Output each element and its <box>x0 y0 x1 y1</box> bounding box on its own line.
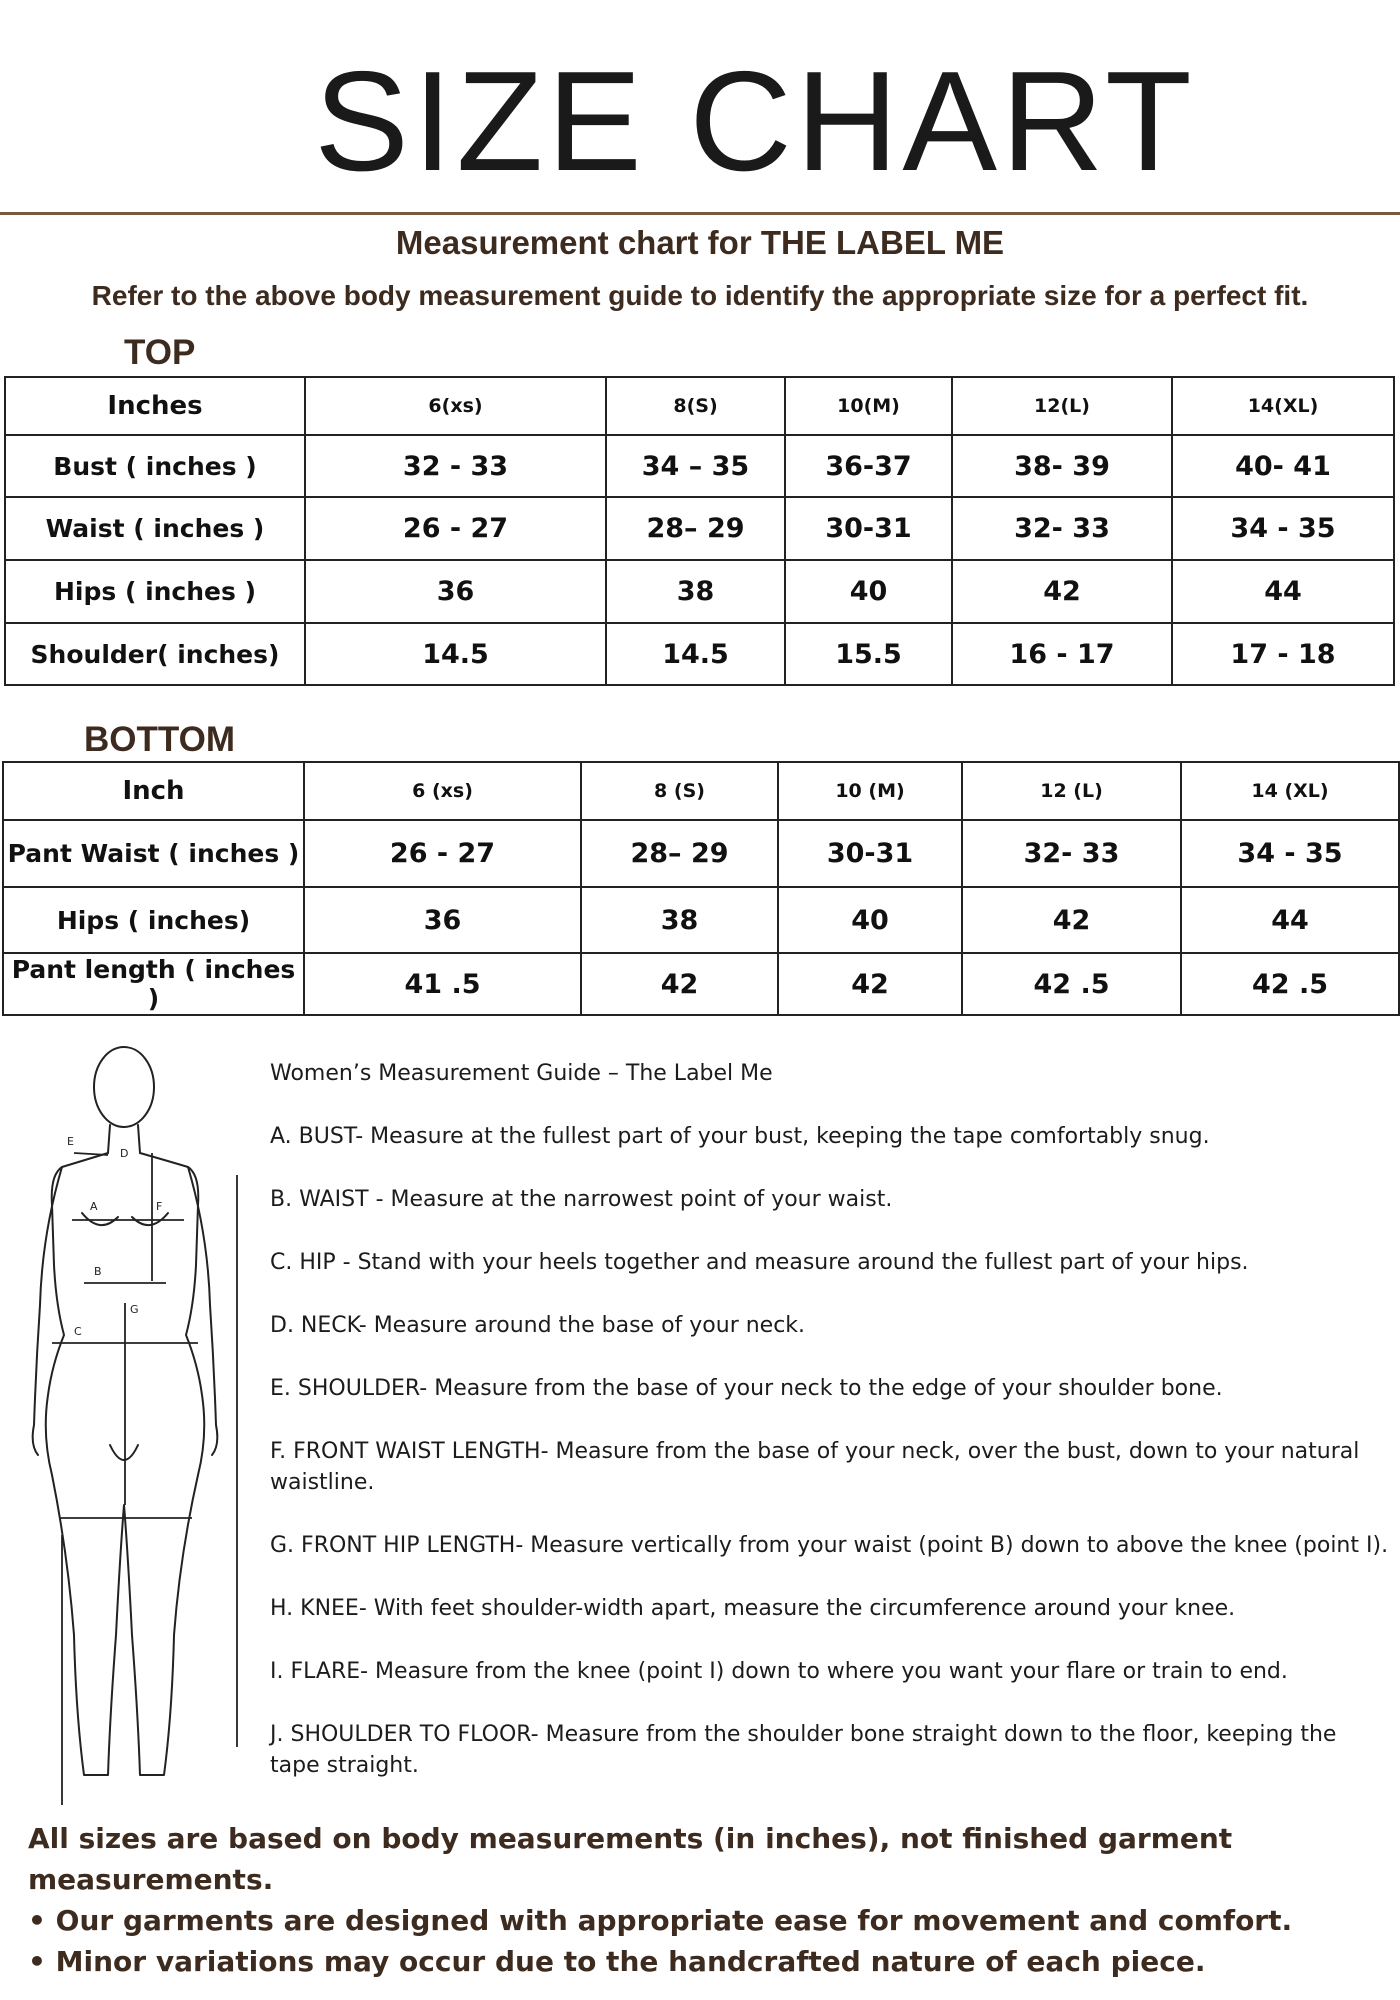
guide-item-bust: A. BUST- Measure at the fullest part of your bust, keeping the tape comfortably snug. <box>270 1124 1210 1149</box>
chart-subtitle: Measurement chart for THE LABEL ME <box>395 224 1005 261</box>
row-label: Shoulder( inches) <box>5 623 305 685</box>
figure-right-arm <box>188 1167 217 1455</box>
table-cell: 28– 29 <box>581 820 778 887</box>
size-header: 12(L) <box>952 377 1172 435</box>
figure-left-arm <box>33 1167 62 1455</box>
table-cell: 17 - 18 <box>1172 623 1394 685</box>
table-cell: 40 <box>785 560 952 623</box>
size-header: 10(M) <box>785 377 952 435</box>
table-cell: 38 <box>606 560 785 623</box>
table-row <box>3 820 1399 887</box>
shoulder-measure-line <box>74 1153 108 1155</box>
table-cell: 32- 33 <box>952 497 1172 560</box>
table-row <box>3 953 1399 1015</box>
table-cell: 38 <box>581 887 778 953</box>
top-size-table <box>4 376 1395 686</box>
table-row <box>5 623 1394 685</box>
table-cell: 28– 29 <box>606 497 785 560</box>
guide-item-front-hip-length: G. FRONT HIP LENGTH- Measure vertically from your waist (point B) down to above the knee (point I). <box>270 1533 1389 1558</box>
body-measurement-figure <box>12 1035 252 1815</box>
figure-crotch <box>110 1445 138 1460</box>
refer-instruction: Refer to the above body measurement guide to identify the appropriate size for a perfect fit. <box>91 280 1309 311</box>
table-cell: 38- 39 <box>952 435 1172 497</box>
guide-item-flare: I. FLARE- Measure from the knee (point I) down to where you want your flare or train to end. <box>270 1659 1288 1684</box>
size-header: 10 (M) <box>778 762 962 820</box>
row-label: Hips ( inches) <box>3 887 304 953</box>
size-header: 6 (xs) <box>304 762 581 820</box>
table-cell: 40- 41 <box>1172 435 1394 497</box>
guide-item-waist: B. WAIST - Measure at the narrowest point of your waist. <box>270 1187 893 1212</box>
table-cell: 26 - 27 <box>304 820 581 887</box>
table-row <box>5 435 1394 497</box>
figure-label-f: F <box>156 1200 163 1213</box>
table-cell: 44 <box>1172 560 1394 623</box>
figure-head <box>94 1047 154 1127</box>
guide-item-hip: C. HIP - Stand with your heels together and measure around the fullest part of your hips. <box>270 1250 1249 1275</box>
row-label: Hips ( inches ) <box>5 560 305 623</box>
title-divider <box>0 212 1400 215</box>
size-header: 8 (S) <box>581 762 778 820</box>
note-line: All sizes are based on body measurements (in inches), not finished garment measurements. <box>28 1822 1233 1896</box>
table-cell: 34 - 35 <box>1172 497 1394 560</box>
guide-item-shoulder: E. SHOULDER- Measure from the base of your neck to the edge of your shoulder bone. <box>270 1376 1223 1401</box>
figure-label-e: E <box>67 1135 74 1148</box>
table-cell: 42 .5 <box>1181 953 1399 1015</box>
table-cell: 32 - 33 <box>305 435 606 497</box>
page-title: SIZE CHART <box>314 42 1196 201</box>
size-header: 14 (XL) <box>1181 762 1399 820</box>
figure-label-c: C <box>74 1325 82 1338</box>
figure-label-d: D <box>120 1147 129 1160</box>
row-label: Pant length ( inches ) <box>3 953 304 1015</box>
table-cell: 15.5 <box>785 623 952 685</box>
top-table-header-row <box>5 377 1394 435</box>
guide-item-neck: D. NECK- Measure around the base of your neck. <box>270 1313 806 1338</box>
table-cell: 34 – 35 <box>606 435 785 497</box>
table-cell: 32- 33 <box>962 820 1181 887</box>
bottom-section-title: BOTTOM <box>84 720 236 759</box>
note-line: • Minor variations may occur due to the handcrafted nature of each piece. <box>28 1945 1206 1978</box>
footer-notes <box>28 1818 1388 1982</box>
row-label: Pant Waist ( inches ) <box>3 820 304 887</box>
row-label: Bust ( inches ) <box>5 435 305 497</box>
size-header: 12 (L) <box>962 762 1181 820</box>
figure-legs <box>52 1475 198 1775</box>
measurement-guide <box>270 1058 1390 1813</box>
table-cell: 42 <box>778 953 962 1015</box>
figure-label-g: G <box>130 1303 139 1316</box>
figure-label-b: B <box>94 1265 102 1278</box>
size-header: 14(XL) <box>1172 377 1394 435</box>
table-cell: 36-37 <box>785 435 952 497</box>
figure-bust <box>82 1213 168 1225</box>
table-cell: 42 <box>952 560 1172 623</box>
size-header: 6(xs) <box>305 377 606 435</box>
table-cell: 42 <box>581 953 778 1015</box>
table-cell: 36 <box>305 560 606 623</box>
guide-item-shoulder-to-floor: J. SHOULDER TO FLOOR- Measure from the shoulder bone straight down to the floor, keeping the tape straight. <box>270 1722 1337 1778</box>
table-cell: 36 <box>304 887 581 953</box>
size-header: 8(S) <box>606 377 785 435</box>
table-cell: 30-31 <box>785 497 952 560</box>
table-cell: 44 <box>1181 887 1399 953</box>
table-cell: 42 <box>962 887 1181 953</box>
table-row <box>5 560 1394 623</box>
note-line: • Our garments are designed with appropriate ease for movement and comfort. <box>28 1904 1293 1937</box>
table-cell: 41 .5 <box>304 953 581 1015</box>
row-label: Waist ( inches ) <box>5 497 305 560</box>
guide-item-knee: H. KNEE- With feet shoulder-width apart, measure the circumference around your knee. <box>270 1596 1236 1621</box>
bottom-table-header-row <box>3 762 1399 820</box>
table-cell: 40 <box>778 887 962 953</box>
guide-title: Women’s Measurement Guide – The Label Me <box>270 1061 773 1086</box>
bottom-size-table <box>2 761 1400 1016</box>
guide-item-front-waist-length: F. FRONT WAIST LENGTH- Measure from the base of your neck, over the bust, down to your natural waistline. <box>270 1439 1360 1495</box>
table-cell: 30-31 <box>778 820 962 887</box>
table-cell: 26 - 27 <box>305 497 606 560</box>
table-cell: 14.5 <box>305 623 606 685</box>
top-section-title: TOP <box>124 333 196 372</box>
table-row <box>5 497 1394 560</box>
table-row <box>3 887 1399 953</box>
figure-label-a: A <box>90 1200 98 1213</box>
table-cell: 16 - 17 <box>952 623 1172 685</box>
table-cell: 42 .5 <box>962 953 1181 1015</box>
bottom-header-label: Inch <box>3 762 304 820</box>
table-cell: 14.5 <box>606 623 785 685</box>
top-header-label: Inches <box>5 377 305 435</box>
table-cell: 34 - 35 <box>1181 820 1399 887</box>
